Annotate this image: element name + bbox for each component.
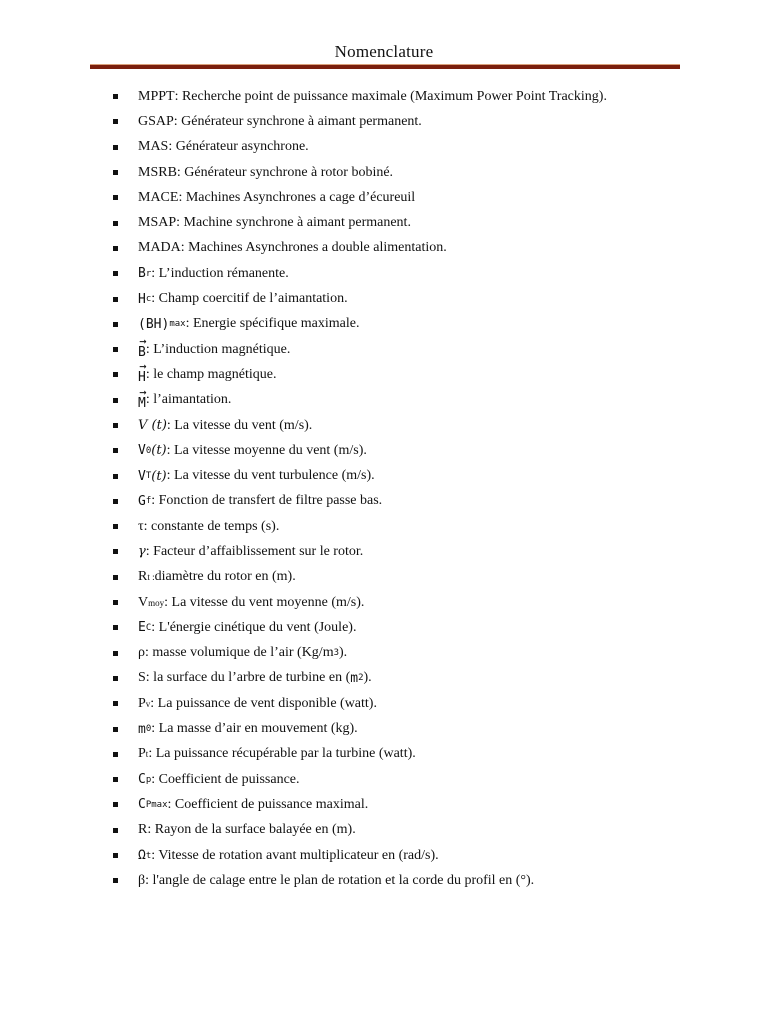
term-symbol: γ	[138, 544, 146, 560]
term-symbol: MADA	[138, 240, 181, 256]
term-description: : Générateur synchrone à rotor bobiné.	[176, 164, 394, 180]
list-item	[113, 691, 713, 716]
list-item	[113, 312, 713, 337]
term-symbol: S	[138, 670, 146, 686]
bullet-icon	[113, 170, 118, 175]
bullet-icon	[113, 119, 118, 124]
list-item	[113, 539, 713, 564]
term-description: : Champ coercitif de l’aimantation.	[151, 291, 348, 307]
term-description: : Vitesse de rotation avant multiplicateur en (rad/s).	[151, 847, 439, 863]
bullet-icon	[113, 524, 118, 529]
vector-symbol-h: → H	[138, 365, 146, 384]
term-symbol: τ	[138, 518, 144, 534]
list-item	[113, 388, 713, 413]
term-symbol: ρ	[138, 645, 145, 661]
term-symbol: V	[138, 468, 146, 484]
list-item	[113, 666, 713, 691]
list-item	[113, 792, 713, 817]
bullet-icon	[113, 347, 118, 352]
term-description: : l’aimantation.	[145, 392, 232, 408]
bullet-icon	[113, 271, 118, 276]
term-symbol: V	[138, 443, 146, 459]
bullet-icon	[113, 676, 118, 681]
bullet-icon	[113, 625, 118, 630]
term-symbol: β	[138, 872, 146, 888]
term-subscript: moy	[148, 597, 165, 608]
term-description: : l'angle de calage entre le plan de rotation et la corde du profil en (°).	[145, 872, 535, 888]
term-subscript: v	[145, 698, 151, 709]
term-subscript: Pmax	[145, 799, 168, 810]
bullet-icon	[113, 448, 118, 453]
term-subscript: t :	[147, 572, 155, 583]
term-symbol: MAS	[138, 139, 169, 155]
term-description: : La vitesse du vent (m/s).	[166, 417, 313, 433]
term-symbol: MSAP	[138, 215, 177, 231]
list-item	[113, 590, 713, 615]
bullet-icon	[113, 195, 118, 200]
bullet-icon	[113, 777, 118, 782]
list-item	[113, 236, 713, 261]
term-symbol: R	[138, 822, 148, 838]
unit-exponent: 2	[358, 673, 364, 684]
term-subscript: T	[145, 471, 152, 482]
term-description: : L’induction magnétique.	[145, 341, 291, 357]
term-description: : L'énergie cinétique du vent (Joule).	[151, 619, 357, 635]
term-description: : Rayon de la surface balayée en (m).	[147, 822, 356, 838]
term-subscript: f	[145, 496, 152, 507]
term-description: : Générateur synchrone à aimant permanent.	[173, 113, 422, 129]
term-description: : La puissance de vent disponible (watt).	[150, 695, 377, 711]
term-description: : le champ magnétique.	[145, 366, 277, 382]
bullet-icon	[113, 474, 118, 479]
term-description: : La vitesse du vent moyenne (m/s).	[164, 594, 365, 610]
term-symbol: P	[138, 695, 146, 711]
bullet-icon	[113, 297, 118, 302]
term-description: : Facteur d’affaiblissement sur le rotor.	[145, 543, 364, 559]
bullet-icon	[113, 853, 118, 858]
list-item	[113, 716, 713, 741]
term-subscript: max	[169, 319, 186, 330]
bullet-icon	[113, 549, 118, 554]
bullet-icon	[113, 878, 118, 883]
unit: m	[350, 670, 359, 686]
bullet-icon	[113, 499, 118, 504]
list-item	[113, 109, 713, 134]
list-item	[113, 641, 713, 666]
term-description: : La masse d’air en mouvement (kg).	[151, 721, 358, 737]
list-item	[113, 84, 713, 109]
term-symbol: MSRB	[138, 164, 177, 180]
term-symbol: C	[138, 797, 146, 813]
term-symbol: MPPT	[138, 88, 175, 104]
list-item	[113, 463, 713, 488]
bullet-icon	[113, 94, 118, 99]
term-description: : L’induction rémanente.	[151, 265, 289, 281]
term-description: : Coefficient de puissance.	[151, 771, 300, 787]
term-description: : Energie spécifique maximale.	[185, 316, 360, 332]
term-description: : La puissance récupérable par la turbine (watt).	[148, 746, 416, 762]
bullet-icon	[113, 372, 118, 377]
term-symbol: V	[138, 594, 149, 610]
bullet-icon	[113, 802, 118, 807]
list-item	[113, 843, 713, 868]
term-symbol: V (t)	[138, 418, 167, 433]
term-description: diamètre du rotor en (m).	[154, 569, 296, 585]
list-item	[113, 185, 713, 210]
term-subscript: r	[145, 268, 152, 279]
term-description: : Machines Asynchrones a double alimentation.	[180, 240, 447, 256]
term-symbol: P	[138, 746, 146, 762]
term-symbol: C	[138, 772, 146, 788]
bullet-icon	[113, 423, 118, 428]
vector-symbol-b: → B	[138, 340, 146, 359]
list-item	[113, 489, 713, 514]
bullet-icon	[113, 322, 118, 327]
term-argument: (t)	[151, 443, 167, 459]
list-item	[113, 337, 713, 362]
term-subscript: c	[145, 294, 152, 305]
term-description: : la surface du l’arbre de turbine en (	[145, 670, 351, 686]
unit-tail: ).	[339, 645, 348, 661]
bullet-icon	[113, 600, 118, 605]
page-title: Nomenclature	[334, 42, 434, 61]
vector-symbol-m: → M	[138, 391, 146, 410]
term-subscript: 0	[145, 724, 152, 735]
term-description: : masse volumique de l’air (	[145, 645, 302, 661]
term-description: : Générateur asynchrone.	[168, 139, 309, 155]
list-item	[113, 767, 713, 792]
list-item	[113, 565, 713, 590]
list-item	[113, 818, 713, 843]
bullet-icon	[113, 752, 118, 757]
bullet-icon	[113, 145, 118, 150]
list-item	[113, 615, 713, 640]
header-rule-highlight	[90, 64, 680, 65]
term-symbol: (BH)	[138, 316, 170, 332]
term-description: : Machines Asynchrones a cage d’écureuil	[178, 189, 416, 205]
bullet-icon	[113, 221, 118, 226]
term-description: : Machine synchrone à aimant permanent.	[176, 215, 411, 231]
bullet-icon	[113, 727, 118, 732]
bullet-icon	[113, 651, 118, 656]
term-symbol: MACE	[138, 189, 179, 205]
unit-exponent: 3	[333, 648, 339, 659]
term-subscript: 0	[145, 445, 152, 456]
term-subscript: t	[145, 850, 152, 861]
list-item	[113, 742, 713, 767]
term-description: : La vitesse du vent turbulence (m/s).	[166, 468, 375, 484]
list-item	[113, 286, 713, 311]
term-symbol: GSAP	[138, 113, 174, 129]
term-symbol: Ω	[138, 848, 146, 864]
bullet-icon	[113, 701, 118, 706]
term-description: : La vitesse moyenne du vent (m/s).	[166, 442, 367, 458]
list-item	[113, 160, 713, 185]
term-symbol: E	[138, 620, 146, 636]
list-item	[113, 261, 713, 286]
list-item	[113, 413, 713, 438]
term-description: : Fonction de transfert de filtre passe bas.	[151, 493, 383, 509]
term-description: : Recherche point de puissance maximale (Maximum Power Point Tracking).	[174, 88, 607, 104]
list-item	[113, 514, 713, 539]
list-item	[113, 210, 713, 235]
list-item	[113, 438, 713, 463]
unit: Kg/m	[301, 645, 334, 661]
term-symbol: B	[138, 266, 146, 282]
term-argument: (t)	[151, 468, 167, 484]
term-symbol: R	[138, 569, 148, 585]
nomenclature-list	[113, 84, 713, 894]
list-item	[113, 135, 713, 160]
bullet-icon	[113, 398, 118, 403]
bullet-icon	[113, 246, 118, 251]
bullet-icon	[113, 575, 118, 580]
term-description: : Coefficient de puissance maximal.	[167, 796, 369, 812]
term-description: : constante de temps (s).	[143, 518, 280, 534]
term-symbol: H	[138, 291, 146, 307]
term-symbol: m	[138, 721, 146, 737]
bullet-icon	[113, 828, 118, 833]
term-subscript: t	[145, 749, 149, 760]
list-item	[113, 362, 713, 387]
term-subscript: p	[145, 774, 152, 785]
unit-tail: ).	[363, 670, 372, 686]
term-symbol: G	[138, 493, 146, 509]
list-item	[113, 868, 713, 893]
term-subscript: C	[145, 622, 152, 633]
